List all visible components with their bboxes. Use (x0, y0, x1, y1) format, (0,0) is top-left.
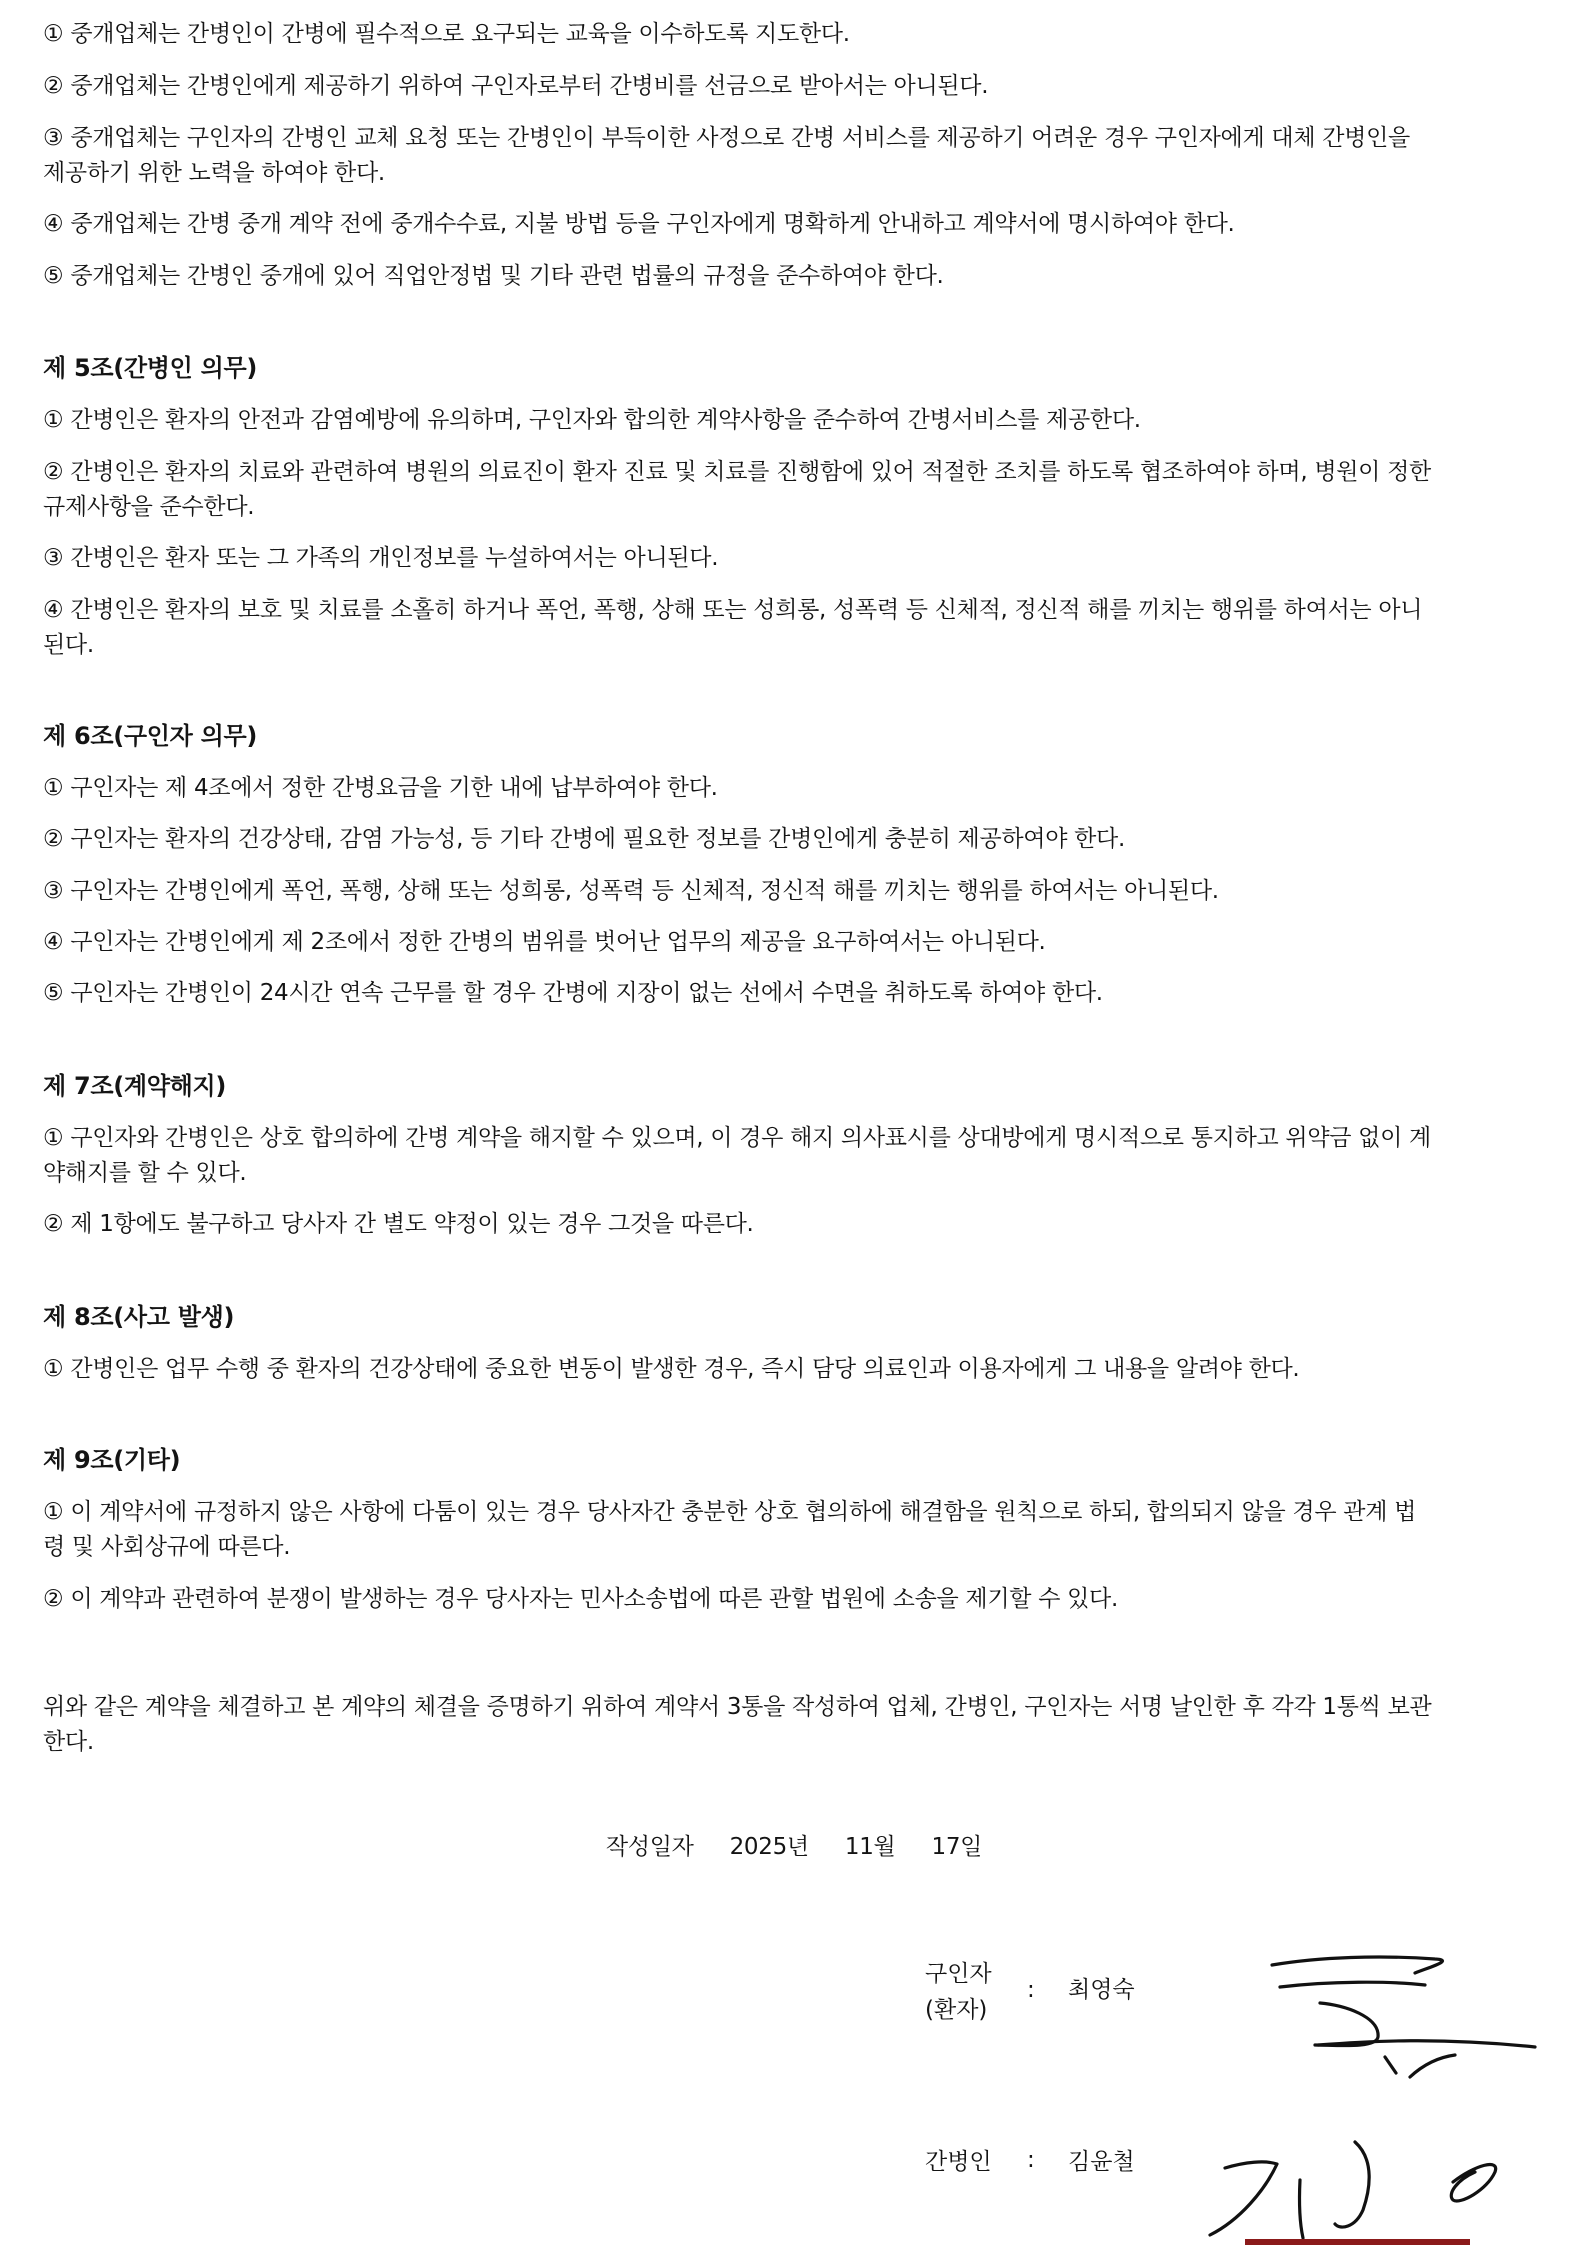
clause-line: ② 구인자는 환자의 건강상태, 감염 가능성, 등 기타 간병에 필요한 정보를 간병인에게 충분히 제공하여야 한다. (43, 826, 1125, 852)
article-heading: 제 9조(기타) (43, 1446, 181, 1474)
clause-line: ③ 중개업체는 구인자의 간병인 교체 요청 또는 간병인이 부득이한 사정으로 간병 서비스를 제공하기 어려운 경우 구인자에게 대체 간병인을 (43, 125, 1410, 151)
clause-line: 약해지를 할 수 있다. (43, 1160, 247, 1186)
closing-line: 한다. (43, 1729, 94, 1755)
date-year: 2025년 (729, 1834, 809, 1860)
clause-line: 규제사항을 준수한다. (43, 494, 255, 520)
employer-name: 최영숙 (1068, 1977, 1135, 2003)
employer-label: 구인자 (925, 1961, 992, 1987)
date-month: 11월 (844, 1834, 896, 1860)
clause-line: ② 간병인은 환자의 치료와 관련하여 병원의 의료진이 환자 진료 및 치료를 진행함에 있어 적절한 조치를 하도록 협조하여야 하며, 병원이 정한 (43, 459, 1431, 485)
clause-line: ④ 구인자는 간병인에게 제 2조에서 정한 간병의 범위를 벗어난 업무의 제공을 요구하여서는 아니된다. (43, 929, 1046, 955)
clause-line: ① 간병인은 환자의 안전과 감염예방에 유의하며, 구인자와 합의한 계약사항을 준수하여 간병서비스를 제공한다. (43, 407, 1141, 433)
caregiver-handwritten-signature (1195, 2120, 1525, 2245)
clause-line: ② 중개업체는 간병인에게 제공하기 위하여 구인자로부터 간병비를 선금으로 받아서는 아니된다. (43, 73, 989, 99)
clause-line: ② 제 1항에도 불구하고 당사자 간 별도 약정이 있는 경우 그것을 따른다. (43, 1211, 754, 1237)
clause-line: ③ 간병인은 환자 또는 그 가족의 개인정보를 누설하여서는 아니된다. (43, 545, 719, 571)
red-stamp (1245, 2239, 1470, 2245)
clause-line: ① 중개업체는 간병인이 간병에 필수적으로 요구되는 교육을 이수하도록 지도한다. (43, 21, 850, 47)
clause-line: ① 간병인은 업무 수행 중 환자의 건강상태에 중요한 변동이 발생한 경우, 즉시 담당 의료인과 이용자에게 그 내용을 알려야 한다. (43, 1356, 1300, 1382)
employer-colon: : (1027, 1977, 1035, 2003)
date-label: 작성일자 (605, 1834, 694, 1860)
article-heading: 제 6조(구인자 의무) (43, 722, 258, 750)
clause-line: ② 이 계약과 관련하여 분쟁이 발생하는 경우 당사자는 민사소송법에 따른 관할 법원에 소송을 제기할 수 있다. (43, 1586, 1118, 1612)
clause-line: 제공하기 위한 노력을 하여야 한다. (43, 160, 385, 186)
clause-line: ⑤ 구인자는 간병인이 24시간 연속 근무를 할 경우 간병에 지장이 없는 선에서 수면을 취하도록 하여야 한다. (43, 980, 1103, 1006)
article-heading: 제 5조(간병인 의무) (43, 354, 258, 382)
caregiver-label: 간병인 (925, 2149, 992, 2175)
caregiver-colon: : (1027, 2147, 1035, 2173)
caregiver-name: 김윤철 (1068, 2149, 1135, 2175)
clause-line: ④ 간병인은 환자의 보호 및 치료를 소홀히 하거나 폭언, 폭행, 상해 또는 성희롱, 성폭력 등 신체적, 정신적 해를 끼치는 행위를 하여서는 아니 (43, 597, 1423, 623)
clause-line: ① 이 계약서에 규정하지 않은 사항에 다툼이 있는 경우 당사자간 충분한 상호 협의하에 해결함을 원칙으로 하되, 합의되지 않을 경우 관계 법 (43, 1499, 1417, 1525)
clause-line: ⑤ 중개업체는 간병인 중개에 있어 직업안정법 및 기타 관련 법률의 규정을 준수하여야 한다. (43, 263, 944, 289)
clause-line: ④ 중개업체는 간병 중개 계약 전에 중개수수료, 지불 방법 등을 구인자에게 명확하게 안내하고 계약서에 명시하여야 한다. (43, 211, 1235, 237)
article-heading: 제 8조(사고 발생) (43, 1303, 235, 1331)
article-heading: 제 7조(계약해지) (43, 1072, 227, 1100)
employer-handwritten-signature (1260, 1945, 1560, 2090)
clause-line: ① 구인자는 제 4조에서 정한 간병요금을 기한 내에 납부하여야 한다. (43, 775, 718, 801)
clause-line: ③ 구인자는 간병인에게 폭언, 폭행, 상해 또는 성희롱, 성폭력 등 신체적, 정신적 해를 끼치는 행위를 하여서는 아니된다. (43, 878, 1219, 904)
clause-line: 령 및 사회상규에 따른다. (43, 1534, 291, 1560)
employer-label-sub: (환자) (925, 1997, 988, 2023)
closing-line: 위와 같은 계약을 체결하고 본 계약의 체결을 증명하기 위하여 계약서 3통을 작성하여 업체, 간병인, 구인자는 서명 날인한 후 각각 1통씩 보관 (43, 1694, 1432, 1720)
date-day: 17일 (931, 1834, 983, 1860)
signing-date (0, 1829, 1588, 1865)
clause-line: 된다. (43, 632, 94, 658)
clause-line: ① 구인자와 간병인은 상호 합의하에 간병 계약을 해지할 수 있으며, 이 경우 해지 의사표시를 상대방에게 명시적으로 통지하고 위약금 없이 계 (43, 1125, 1431, 1151)
